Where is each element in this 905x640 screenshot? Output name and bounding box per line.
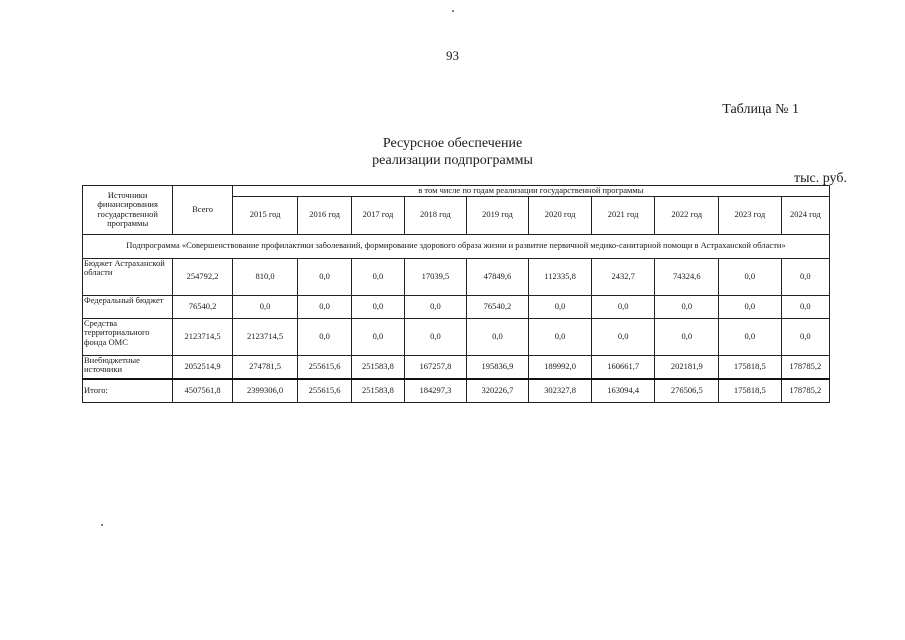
row-value: 810,0 <box>232 258 298 295</box>
header-year: 2020 год <box>529 196 592 234</box>
row-value: 0,0 <box>232 295 298 318</box>
header-source: Источники финансирования государственной программы <box>83 186 173 235</box>
row-value: 202181,9 <box>655 355 719 379</box>
row-source: Внебюджетные источники <box>83 355 173 379</box>
row-value: 112335,8 <box>529 258 592 295</box>
row-source: Бюджет Астраханской области <box>83 258 173 295</box>
scan-speck <box>452 10 454 12</box>
row-value: 0,0 <box>655 295 719 318</box>
row-value: 0,0 <box>298 295 351 318</box>
row-source: Федеральный бюджет <box>83 295 173 318</box>
subprogram-name: Подпрограмма «Совершенствование профилактики заболеваний, формирование здорового образа жизни и развитие первичной медико-санитарной помощи в Астраханской области» <box>83 234 830 258</box>
row-value: 2432,7 <box>591 258 655 295</box>
row-total: 2123714,5 <box>173 318 233 355</box>
row-value: 0,0 <box>781 318 829 355</box>
row-value: 195836,9 <box>466 355 529 379</box>
row-value: 0,0 <box>529 318 592 355</box>
header-year: 2019 год <box>466 196 529 234</box>
row-value: 0,0 <box>351 318 404 355</box>
subprogram-row <box>83 234 830 258</box>
row-value: 0,0 <box>781 258 829 295</box>
row-value: 274781,5 <box>232 355 298 379</box>
row-value: 0,0 <box>781 295 829 318</box>
row-value: 178785,2 <box>781 379 829 402</box>
row-value: 2123714,5 <box>232 318 298 355</box>
row-value: 0,0 <box>655 318 719 355</box>
row-value: 276506,5 <box>655 379 719 402</box>
document-title <box>0 135 905 169</box>
row-value: 76540,2 <box>466 295 529 318</box>
header-year: 2024 год <box>781 196 829 234</box>
row-value: 302327,8 <box>529 379 592 402</box>
row-value: 0,0 <box>719 258 782 295</box>
row-value: 167257,8 <box>405 355 467 379</box>
page-number: 93 <box>446 48 459 63</box>
row-value: 0,0 <box>719 318 782 355</box>
row-value: 2399306,0 <box>232 379 298 402</box>
row-value: 255615,6 <box>298 355 351 379</box>
header-year: 2016 год <box>298 196 351 234</box>
row-source: Средства территориального фонда ОМС <box>83 318 173 355</box>
row-value: 189992,0 <box>529 355 592 379</box>
header-year: 2017 год <box>351 196 404 234</box>
table-label: Таблица № 1 <box>722 102 799 117</box>
row-value: 0,0 <box>351 295 404 318</box>
row-value: 175818,5 <box>719 379 782 402</box>
header-by-years: в том числе по годам реализации государственной программы <box>232 186 829 197</box>
row-value: 0,0 <box>591 295 655 318</box>
row-value: 17039,5 <box>405 258 467 295</box>
table-row <box>83 318 830 355</box>
row-value: 0,0 <box>529 295 592 318</box>
title-line-1: Ресурсное обеспечение <box>382 136 523 151</box>
row-value: 255615,6 <box>298 379 351 402</box>
row-value: 0,0 <box>351 258 404 295</box>
row-total: 2052514,9 <box>173 355 233 379</box>
header-year: 2022 год <box>655 196 719 234</box>
row-value: 74324,6 <box>655 258 719 295</box>
row-value: 47849,6 <box>466 258 529 295</box>
table-row <box>83 295 830 318</box>
table-row <box>83 355 830 379</box>
title-line-2: реализации подпрограммы <box>372 153 533 168</box>
row-source: Итого: <box>83 379 173 402</box>
table-row-total <box>83 379 830 402</box>
row-value: 0,0 <box>591 318 655 355</box>
resource-table <box>82 185 830 403</box>
header-year: 2015 год <box>232 196 298 234</box>
row-value: 160661,7 <box>591 355 655 379</box>
row-value: 251583,8 <box>351 355 404 379</box>
row-total: 254792,2 <box>173 258 233 295</box>
scan-speck <box>101 524 103 526</box>
row-value: 0,0 <box>405 318 467 355</box>
header-year: 2023 год <box>719 196 782 234</box>
row-total: 4507561,8 <box>173 379 233 402</box>
header-year: 2018 год <box>405 196 467 234</box>
row-value: 320226,7 <box>466 379 529 402</box>
row-value: 0,0 <box>298 258 351 295</box>
row-value: 0,0 <box>719 295 782 318</box>
row-value: 178785,2 <box>781 355 829 379</box>
row-value: 0,0 <box>298 318 351 355</box>
header-total: Всего <box>173 186 233 235</box>
header-row-1 <box>83 186 830 197</box>
row-value: 0,0 <box>466 318 529 355</box>
row-value: 184297,3 <box>405 379 467 402</box>
unit-label: тыс. руб. <box>794 171 847 186</box>
header-year: 2021 год <box>591 196 655 234</box>
row-value: 163094,4 <box>591 379 655 402</box>
row-value: 0,0 <box>405 295 467 318</box>
row-value: 175818,5 <box>719 355 782 379</box>
table-row <box>83 258 830 295</box>
row-value: 251583,8 <box>351 379 404 402</box>
row-total: 76540,2 <box>173 295 233 318</box>
